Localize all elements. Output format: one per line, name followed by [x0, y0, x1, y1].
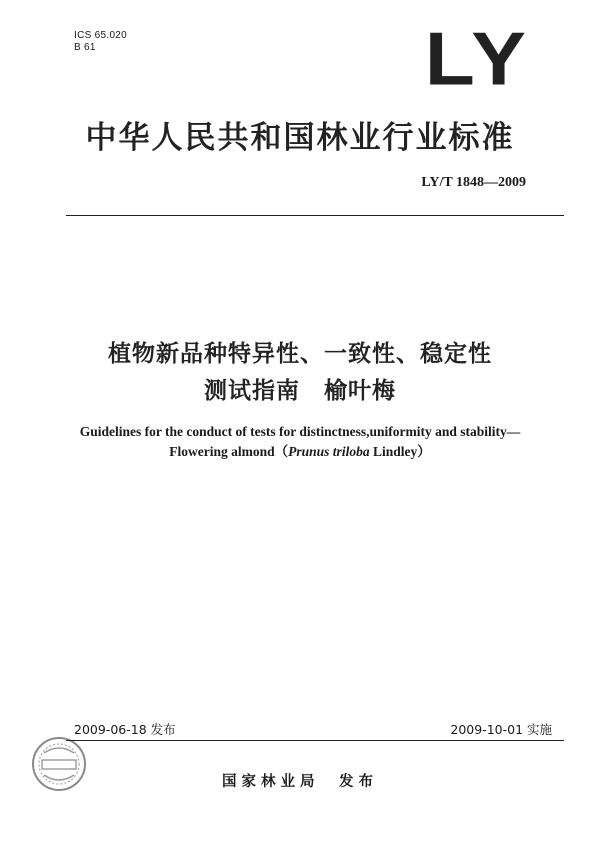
title-en-suffix: Lindley）: [369, 444, 431, 459]
classification-codes: [74, 30, 127, 54]
header-divider: [66, 215, 564, 216]
implementation-date: 2009-10-01 实施: [450, 722, 552, 737]
footer-divider: [66, 740, 564, 741]
document-title-cn-line2: 测试指南 榆叶梅: [204, 378, 396, 404]
issue-date: 2009-06-18 发布: [74, 722, 176, 737]
title-en-species: Prunus triloba: [288, 444, 370, 459]
title-en-prefix: Flowering almond（: [169, 444, 289, 459]
document-title-cn-line1: 植物新品种特异性、一致性、稳定性: [108, 341, 492, 367]
document-title-en-line2: [0, 443, 600, 460]
ccs-code: B 61: [74, 42, 96, 53]
standard-category-title: 中华人民共和国林业行业标准: [85, 120, 515, 156]
ly-logo: LY: [424, 17, 530, 102]
standard-number: LY/T 1848—2009: [421, 175, 526, 190]
publisher: 国家林业局 发布: [222, 774, 378, 790]
document-title-en-line1: Guidelines for the conduct of tests for distinctness,uniformity and stability—: [79, 424, 521, 439]
ics-code: ICS 65.020: [74, 30, 128, 41]
